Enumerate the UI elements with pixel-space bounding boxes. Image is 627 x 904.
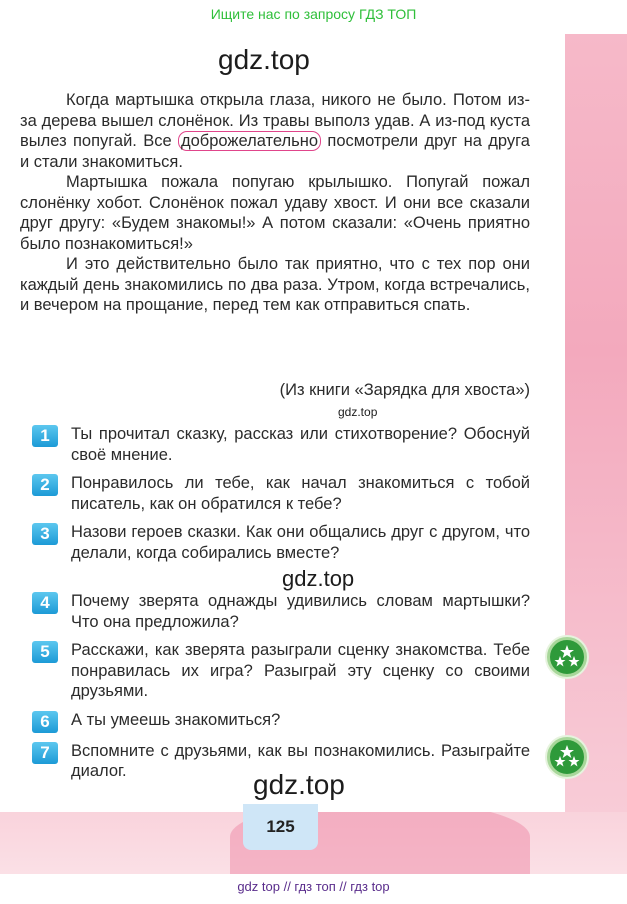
question-item (32, 591, 530, 632)
question-number: 2 (32, 474, 58, 496)
question-text: Расскажи, как зверята разыграли сценку знакомства. Тебе понравилась их игра? Разыграй эту сценку со своими друзьями. (71, 641, 530, 700)
story-paragraph-1: Когда мартышка открыла глаза, никого не было. Потом из-за дерева вышел слонёнок. Из травы выполз удав. А из-под куста вылез попугай. Все доброжелательно посмотрели друг на друга и стали знакомиться. (20, 91, 530, 171)
page-number: 125 (243, 804, 318, 850)
watermark-bottom: gdz.top (253, 769, 345, 800)
story-paragraph-3: И это действительно было так приятно, что с тех пор они каждый день знакомились по два раза. Утром, когда встречались, и вечером на прощание, перед тем как отправиться спать. (20, 255, 530, 314)
question-text: Почему зверята однажды удивились словам мартышки? Что она предложила? (71, 592, 530, 631)
search-banner: Ищите нас по запросу ГДЗ ТОП (210, 6, 417, 22)
question-number: 4 (32, 592, 58, 614)
story-source: (Из книги «Зарядка для хвоста») (279, 381, 530, 399)
decorative-pink-border (565, 34, 627, 829)
watermark-small: gdz.top (338, 405, 378, 419)
question-text: Назови героев сказки. Как они общались друг с другом, что делали, когда собирались вместе? (71, 523, 530, 562)
question-item (32, 522, 530, 563)
question-text: А ты умеешь знакомиться? (71, 710, 281, 729)
highlighted-word: доброжелательно (178, 131, 321, 151)
question-item (32, 424, 530, 465)
watermark-top: gdz.top (218, 44, 310, 75)
question-number: 3 (32, 523, 58, 545)
watermark-middle: gdz.top (282, 566, 355, 591)
story-paragraph-2: Мартышка пожала попугаю крылышко. Попугай пожал слонёнку хобот. Слонёнок пожал удаву хвост. И они все сказали друг другу: «Будем знакомы!» А потом сказали: «Очень приятно было познакомиться!» (20, 173, 530, 253)
footer-links: gdz top // гдз топ // гдз top (0, 876, 627, 904)
questions-list (32, 424, 530, 790)
question-number: 6 (32, 711, 58, 733)
question-text: Вспомните с друзьями, как вы познакомились. Разыграйте диалог. (71, 741, 530, 780)
question-number: 5 (32, 641, 58, 663)
question-number: 1 (32, 425, 58, 447)
question-item (32, 710, 530, 733)
group-work-stars-icon (547, 637, 587, 677)
question-item (32, 473, 530, 514)
question-text: Понравилось ли тебе, как начал знакомиться с тобой писатель, как он обратился к тебе? (71, 474, 530, 513)
question-number: 7 (32, 742, 58, 764)
group-work-stars-icon (547, 737, 587, 777)
question-item (32, 640, 530, 702)
story-text (20, 90, 530, 316)
question-text: Ты прочитал сказку, рассказ или стихотворение? Обоснуй своё мнение. (71, 425, 530, 464)
